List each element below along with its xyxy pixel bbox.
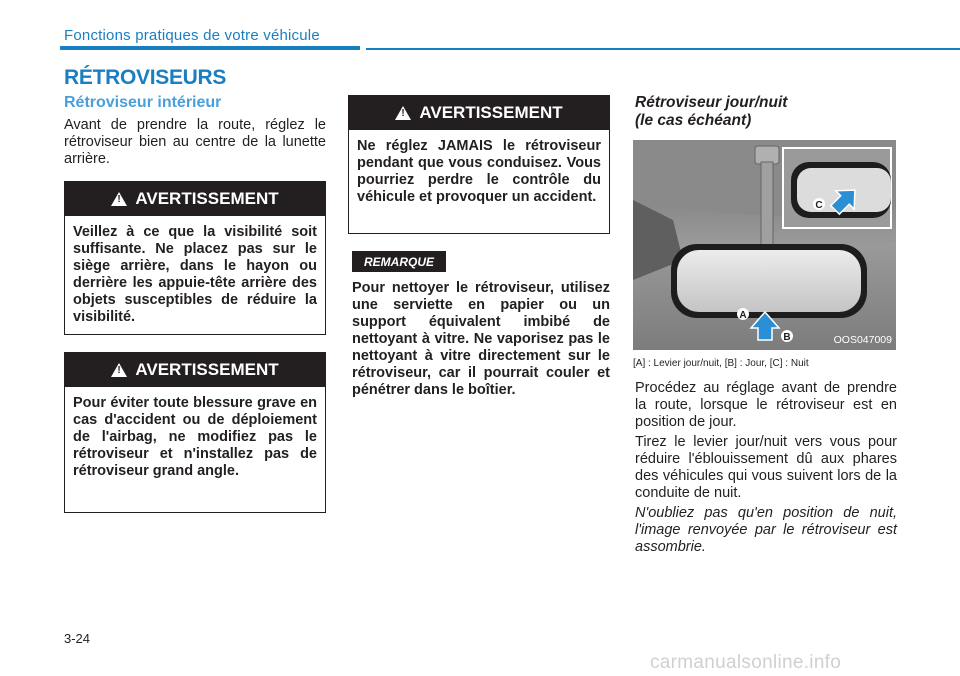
- warning-box-driving: [348, 95, 610, 234]
- daynight-paragraph-2: Tirez le levier jour/nuit vers vous pour réduire l'éblouissement dû aux phares des véhicules qui vous suivent lors de la conduite de nuit.: [635, 434, 897, 501]
- warning-triangle-icon: [111, 363, 127, 377]
- warning-label: AVERTISSEMENT: [419, 103, 563, 122]
- figure-caption: [A] : Levier jour/nuit, [B] : Jour, [C] : Nuit: [633, 358, 809, 369]
- warning-triangle-icon: [111, 192, 127, 206]
- daynight-title-line2: (le cas échéant): [635, 112, 752, 129]
- mirror-illustration-svg: [633, 140, 896, 350]
- header-rule-thin: [366, 48, 960, 50]
- mount: [755, 146, 779, 164]
- mirror-illustration: [633, 140, 896, 350]
- warning-text: Ne réglez JAMAIS le rétroviseur pendant que vous conduisez. Vous pourriez perdre le contrôle du véhicule et provoquer un accident.: [357, 138, 601, 205]
- label-b: B: [783, 332, 791, 343]
- warning-header: [65, 182, 325, 216]
- remark-paragraph: Pour nettoyer le rétroviseur, utilisez une serviette en papier ou un support équivalent imbibé de nettoyant à vitre. Ne vaporisez pas le nettoyant à vitre directement sur le rétroviseur, car il pourrait couler et pénétrer dans le boîtier.: [352, 280, 610, 398]
- intro-paragraph: Avant de prendre la route, réglez le rétroviseur bien au centre de la lunette arrière.: [64, 117, 326, 167]
- remark-badge: REMARQUE: [352, 251, 446, 272]
- daynight-paragraph-1: Procédez au réglage avant de prendre la route, lorsque le rétroviseur est en position de jour.: [635, 380, 897, 430]
- warning-triangle-icon: [395, 106, 411, 120]
- figure-code: OOS047009: [833, 334, 892, 346]
- daynight-paragraph-3: N'oubliez pas qu'en position de nuit, l'image renvoyée par le rétroviseur est assombrie.: [635, 505, 897, 555]
- daynight-title-line1: Rétroviseur jour/nuit: [635, 94, 788, 111]
- mirror-glass: [677, 250, 861, 312]
- subsection-title: Rétroviseur intérieur: [64, 94, 222, 111]
- warning-text: Veillez à ce que la visibilité soit suffisante. Ne placez pas sur le siège arrière, dans le hayon ou derrière les appuie-tête arrière des objets susceptibles de réduire la visibilité.: [73, 224, 317, 325]
- warning-header: [65, 353, 325, 387]
- header-rule: [60, 46, 360, 50]
- label-a: A: [739, 310, 747, 321]
- warning-header: [349, 96, 609, 130]
- watermark: carmanualsonline.info: [650, 652, 842, 673]
- page-number: 3-24: [64, 631, 91, 646]
- daynight-title: [635, 94, 787, 130]
- warning-box-visibility: [64, 181, 326, 335]
- label-c: C: [815, 200, 823, 211]
- warning-text: Pour éviter toute blessure grave en cas d'accident ou de déploiement de l'airbag, ne modifiez pas le rétroviseur et n'installez pas de rétroviseur grand angle.: [73, 395, 317, 479]
- section-title: RÉTROVISEURS: [64, 66, 227, 89]
- header-title: Fonctions pratiques de votre véhicule: [64, 27, 320, 44]
- warning-box-airbag: [64, 352, 326, 513]
- mirror-stem: [761, 162, 773, 248]
- warning-label: AVERTISSEMENT: [135, 360, 279, 379]
- warning-label: AVERTISSEMENT: [135, 189, 279, 208]
